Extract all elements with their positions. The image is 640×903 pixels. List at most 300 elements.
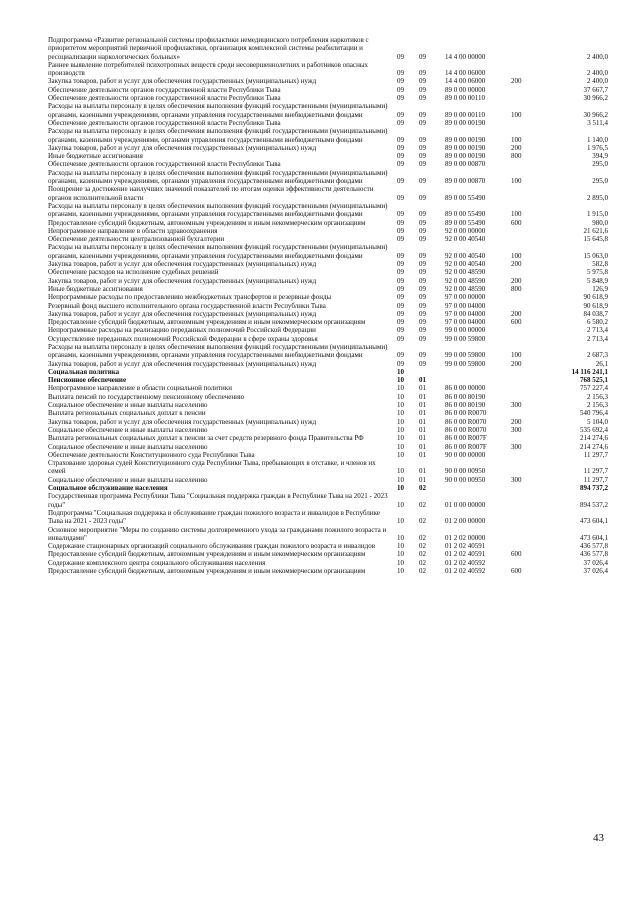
subsection-code: 09: [419, 235, 426, 244]
amount: 15 645,8: [583, 235, 608, 244]
section-code: 09: [397, 152, 404, 161]
row-name: Закупка товаров, работ и услуг для обеспечения государственных (муниципальных) нужд: [48, 77, 317, 86]
subsection-code: 09: [419, 293, 426, 302]
section-code: 10: [397, 567, 404, 575]
subsection-code: 09: [419, 334, 426, 343]
row-name: Выплата региональных социальных доплат к пенсии за счет средств резервного фонда Правительства РФ: [48, 434, 364, 443]
table-row: [48, 268, 608, 276]
target-article-code: 86 0 00 R0070: [445, 417, 487, 426]
target-article-code: 90 0 00 00950: [445, 467, 486, 476]
table-row: [48, 77, 608, 85]
row-name: Предоставление субсидий бюджетным, автономным учреждениям и иным некоммерческим организациям: [48, 318, 366, 327]
subsection-code: 02: [419, 533, 426, 542]
target-article-code: 89 0 00 00000: [445, 85, 486, 94]
section-code: 09: [397, 359, 404, 368]
target-article-code: 89 0 00 00110: [445, 94, 485, 103]
target-article-code: 92 0 00 48590: [445, 284, 486, 293]
expense-type-code: 300: [511, 401, 522, 410]
row-name: Непрограммные расходы по предоставлению межбюджетных трансфертов и резервные фонды: [48, 293, 332, 302]
target-article-code: 01 2 02 00000: [445, 533, 486, 542]
table-row: [48, 542, 608, 550]
amount: 2 713,4: [587, 334, 608, 343]
amount: 535 692,4: [580, 425, 608, 434]
table-row: [48, 326, 608, 334]
amount: 894 537,2: [580, 500, 608, 509]
amount: 394,9: [592, 152, 608, 161]
row-name: Социальное обеспечение и иные выплаты населению: [48, 401, 208, 410]
target-article-code: 90 0 00 00000: [445, 450, 486, 459]
section-code: 10: [397, 558, 404, 567]
row-name: Предоставление субсидий бюджетным, автономным учреждениям и иным некоммерческим организациям: [48, 567, 366, 575]
row-name: Обеспечение деятельности органов государственной власти Республики Тыва: [48, 118, 281, 127]
row-name: Социальное обеспечение и иные выплаты населению: [48, 425, 208, 434]
section-code: 10: [397, 425, 404, 434]
target-article-code: 90 0 00 00950: [445, 475, 486, 484]
row-name: Выплата пенсий по государственному пенсионному обеспечению: [48, 392, 245, 401]
table-row: [48, 160, 608, 168]
table-row: [48, 94, 608, 102]
table-row: [48, 567, 608, 575]
table-row: [48, 235, 608, 243]
amount: 1 976,5: [587, 143, 608, 152]
expense-type-code: 800: [511, 284, 522, 293]
amount: 15 063,0: [583, 251, 608, 260]
subsection-code: 02: [419, 542, 426, 551]
table-row: [48, 484, 608, 492]
target-article-code: 01 2 02 40592: [445, 558, 486, 567]
table-row: [48, 243, 608, 260]
table-row: [48, 526, 608, 543]
subsection-code: 09: [419, 218, 426, 227]
row-name: Предоставление субсидий бюджетным, автономным учреждениям и иным некоммерческим организациям: [48, 550, 366, 559]
target-article-code: 92 0 00 48590: [445, 276, 486, 285]
section-code: 09: [397, 268, 404, 277]
section-code: 10: [397, 533, 404, 542]
target-article-code: 86 0 00 R0070: [445, 409, 487, 418]
subsection-code: 09: [419, 152, 426, 161]
row-name: Расходы на выплаты персоналу в целях обеспечения выполнения функций государственными (муниципальными) органами, казенными учреждениями, органами управления государственными внебюджетными фондами: [48, 102, 388, 119]
target-article-code: 89 0 00 00190: [445, 118, 486, 127]
expense-type-code: 200: [511, 276, 522, 285]
table-row: [48, 401, 608, 409]
section-code: 10: [397, 417, 404, 426]
amount: 5 104,0: [587, 417, 608, 426]
target-article-code: 89 0 00 55490: [445, 218, 486, 227]
expense-type-code: 100: [511, 251, 522, 260]
section-code: 09: [397, 118, 404, 127]
subsection-code: 09: [419, 160, 426, 169]
row-name: Страхование здоровья судей Конституционного суда Республики Тыва, пребывающих в отставке, и членов их семей: [48, 459, 376, 476]
expense-type-code: 100: [511, 110, 522, 119]
target-article-code: 92 0 00 40540: [445, 251, 486, 260]
target-article-code: 99 0 00 00000: [445, 326, 486, 335]
amount: 37 026,4: [583, 558, 608, 567]
table-row: [48, 368, 608, 376]
subsection-code: 09: [419, 351, 426, 360]
expense-type-code: 200: [511, 359, 522, 368]
table-row: [48, 310, 608, 318]
subsection-code: 09: [419, 210, 426, 219]
amount: 436 577,8: [580, 542, 608, 551]
target-article-code: 89 0 00 00190: [445, 143, 486, 152]
row-name: Социальное обслуживание населения: [48, 484, 168, 493]
section-code: 09: [397, 326, 404, 335]
amount: 214 274,6: [580, 442, 608, 451]
target-article-code: 92 0 00 00000: [445, 226, 486, 235]
row-name: Закупка товаров, работ и услуг для обеспечения государственных (муниципальных) нужд: [48, 359, 317, 368]
subsection-code: 01: [419, 409, 426, 418]
table-row: [48, 144, 608, 152]
row-name: Расходы на выплаты персоналу в целях обеспечения выполнения функций государственными (муниципальными) органами, казенными учреждениями, органами управления государственными внебюджетными фондами: [48, 168, 388, 186]
target-article-code: 92 0 00 40540: [445, 260, 486, 269]
table-row: [48, 409, 608, 417]
section-code: 09: [397, 284, 404, 293]
target-article-code: 01 0 00 00000: [445, 500, 486, 509]
amount: 436 577,8: [580, 550, 608, 559]
target-article-code: 92 0 00 48590: [445, 268, 486, 277]
row-name: Содержание стационарных организаций социального обслуживания граждан пожилого возраста и инвалидов: [48, 542, 376, 551]
table-row: [48, 384, 608, 392]
target-article-code: 14 4 00 06000: [445, 77, 486, 86]
section-code: 10: [397, 434, 404, 443]
row-name: Подпрограмма «Развитие региональной системы профилактики немедицинского потребления наркотиков с приоритетом мероприятий первичной профилактики, организация комплексной системы реабилитации и ресоциализации наркологических больных»: [48, 36, 369, 61]
amount: 26,1: [595, 359, 608, 368]
amount: 30 966,2: [583, 94, 608, 103]
table-row: [48, 550, 608, 558]
amount: 5 975,8: [587, 268, 608, 277]
table-row: [48, 418, 608, 426]
amount: 894 737,2: [580, 484, 608, 493]
table-row: [48, 86, 608, 94]
subsection-code: 01: [419, 401, 426, 410]
expense-type-code: 100: [511, 135, 522, 144]
expense-type-code: 300: [511, 425, 522, 434]
section-code: 09: [397, 334, 404, 343]
amount: 540 796,4: [580, 409, 608, 418]
row-name: Закупка товаров, работ и услуг для обеспечения государственных (муниципальных) нужд: [48, 276, 317, 285]
target-article-code: 01 2 02 40591: [445, 542, 486, 551]
row-name: Закупка товаров, работ и услуг для обеспечения государственных (муниципальных) нужд: [48, 143, 317, 152]
subsection-code: 09: [419, 326, 426, 335]
table-row: [48, 127, 608, 144]
row-name: Обеспечение деятельности Конституционного суда Республики Тыва: [48, 450, 255, 459]
amount: 473 604,1: [580, 517, 608, 526]
subsection-code: 02: [419, 558, 426, 567]
expense-type-code: 600: [511, 567, 522, 575]
subsection-code: 01: [419, 376, 426, 385]
row-name: Резервный фонд высшего исполнительного органа государственной власти Республики Тыва: [48, 301, 326, 310]
amount: 473 604,1: [580, 533, 608, 542]
target-article-code: 89 0 00 55490: [445, 210, 486, 219]
table-row: [48, 559, 608, 567]
table-row: [48, 285, 608, 293]
table-row: [48, 185, 608, 202]
subsection-code: 01: [419, 425, 426, 434]
target-article-code: 97 0 00 00000: [445, 293, 486, 302]
table-row: [48, 426, 608, 434]
target-article-code: 86 0 00 00000: [445, 384, 486, 393]
section-code: 10: [397, 467, 404, 476]
subsection-code: 02: [419, 517, 426, 526]
table-row: [48, 343, 608, 360]
row-name: Раннее выявление потребителей психотропных веществ среди несовершеннолетних и работников опасных производств: [48, 60, 369, 78]
row-name: Обеспечение деятельности органов государственной власти Республики Тыва: [48, 85, 281, 94]
row-name: Обеспечение деятельности органов государственной власти Республики Тыва: [48, 94, 281, 103]
amount: 768 525,1: [580, 376, 608, 385]
amount: 90 618,9: [583, 293, 608, 302]
table-row: [48, 393, 608, 401]
section-code: 09: [397, 293, 404, 302]
row-name: Расходы на выплаты персоналу в целях обеспечения выполнения функций государственными (муниципальными) органами, казенными учреждениями, органами управления государственными внебюджетными фондами: [48, 342, 388, 360]
section-code: 09: [397, 143, 404, 152]
row-name: Обеспечение расходов на исполнение судебных решений: [48, 268, 219, 277]
expense-type-code: 200: [511, 77, 522, 86]
section-code: 09: [397, 94, 404, 103]
target-article-code: 89 0 00 00190: [445, 135, 486, 144]
amount: 1 915,0: [587, 210, 608, 219]
section-code: 09: [397, 110, 404, 119]
table-row: [48, 459, 608, 476]
row-name: Поощрение за достижение наилучших значений показателей по итогам оценки эффективности деятельности органов исполнительной власти: [48, 185, 374, 202]
row-name: Закупка товаров, работ и услуг для обеспечения государственных (муниципальных) нужд: [48, 309, 317, 318]
table-row: [48, 443, 608, 451]
section-code: 10: [397, 376, 404, 385]
target-article-code: 86 0 00 80190: [445, 392, 486, 401]
subsection-code: 09: [419, 318, 426, 327]
section-code: 09: [397, 193, 404, 202]
section-code: 09: [397, 260, 404, 269]
target-article-code: 01 2 02 40592: [445, 567, 486, 575]
amount: 90 618,9: [583, 301, 608, 310]
table-row: [48, 293, 608, 301]
amount: 2 400,0: [587, 52, 608, 61]
table-row: [48, 169, 608, 186]
table-row: [48, 451, 608, 459]
subsection-code: 09: [419, 301, 426, 310]
subsection-code: 09: [419, 284, 426, 293]
row-name: Закупка товаров, работ и услуг для обеспечения государственных (муниципальных) нужд: [48, 417, 317, 426]
expense-type-code: 600: [511, 218, 522, 227]
subsection-code: 09: [419, 268, 426, 277]
subsection-code: 09: [419, 110, 426, 119]
row-name: Непрограммные расходы на реализацию переданных полномочий Российской Федерации: [48, 326, 316, 335]
amount: 5 848,9: [587, 276, 608, 285]
row-name: Основное мероприятие "Меры по созданию системы долговременного ухода за гражданами пожилого возраста и инвалидами": [48, 525, 387, 542]
table-row: [48, 492, 608, 509]
subsection-code: 09: [419, 94, 426, 103]
subsection-code: 09: [419, 52, 426, 61]
table-row: [48, 202, 608, 219]
table-row: [48, 36, 608, 61]
table-row: [48, 509, 608, 526]
row-name: Обеспечение деятельности органов государственной власти Республики Тыва: [48, 160, 281, 169]
section-code: 09: [397, 235, 404, 244]
expense-type-code: 200: [511, 143, 522, 152]
amount: 2 400,0: [587, 69, 608, 78]
expense-type-code: 200: [511, 417, 522, 426]
section-code: 10: [397, 401, 404, 410]
amount: 21 621,6: [583, 226, 608, 235]
target-article-code: 89 0 00 00110: [445, 110, 485, 119]
target-article-code: 97 0 00 04000: [445, 301, 486, 310]
subsection-code: 09: [419, 135, 426, 144]
subsection-code: 09: [419, 69, 426, 78]
target-article-code: 97 0 00 04000: [445, 318, 486, 327]
target-article-code: 89 0 00 00870: [445, 177, 486, 186]
section-code: 09: [397, 69, 404, 78]
amount: 11 297,7: [583, 475, 608, 484]
row-name: Иные бюджетные ассигнования: [48, 152, 143, 161]
section-code: 10: [397, 392, 404, 401]
amount: 37 026,4: [583, 567, 608, 575]
subsection-code: 01: [419, 450, 426, 459]
amount: 2 156,3: [587, 392, 608, 401]
row-name: Выплата региональных социальных доплат к пенсии: [48, 409, 206, 418]
amount: 2 687,3: [587, 351, 608, 360]
subsection-code: 09: [419, 77, 426, 86]
target-article-code: 99 0 00 59800: [445, 334, 486, 343]
row-name: Социальное обеспечение и иные выплаты населению: [48, 475, 208, 484]
row-name: Социальная политика: [48, 367, 120, 376]
target-article-code: 14 4 00 00000: [445, 52, 486, 61]
target-article-code: 97 0 00 04000: [445, 309, 486, 318]
subsection-code: 02: [419, 500, 426, 509]
table-row: [48, 476, 608, 484]
table-row: [48, 318, 608, 326]
subsection-code: 01: [419, 475, 426, 484]
section-code: 10: [397, 475, 404, 484]
row-name: Осуществление переданных полномочий Российской Федерации в сфере охраны здоровья: [48, 334, 318, 343]
amount: 11 297,7: [583, 450, 608, 459]
amount: 2 400,0: [587, 77, 608, 86]
amount: 2 156,3: [587, 401, 608, 410]
page-number: 43: [593, 832, 604, 844]
section-code: 10: [397, 550, 404, 559]
section-code: 10: [397, 384, 404, 393]
row-name: Непрограммное направление в области здравоохранения: [48, 226, 218, 235]
expense-type-code: 600: [511, 550, 522, 559]
section-code: 10: [397, 517, 404, 526]
target-article-code: 14 4 00 06000: [445, 69, 486, 78]
section-code: 10: [397, 484, 404, 493]
section-code: 09: [397, 301, 404, 310]
row-name: Государственная программа Республики Тыва "Социальная поддержка граждан в Республике Тыва на 2021 - 2023 годы": [48, 492, 388, 509]
amount: 757 227,4: [580, 384, 608, 393]
subsection-code: 01: [419, 417, 426, 426]
expense-type-code: 100: [511, 210, 522, 219]
row-name: Закупка товаров, работ и услуг для обеспечения государственных (муниципальных) нужд: [48, 260, 317, 269]
expense-type-code: 200: [511, 309, 522, 318]
target-article-code: 92 0 00 40540: [445, 235, 486, 244]
row-name: Пенсионное обеспечение: [48, 376, 127, 385]
row-name: Обеспечение деятельности централизованной бухгалтерии: [48, 235, 225, 244]
section-code: 09: [397, 351, 404, 360]
section-code: 09: [397, 177, 404, 186]
table-row: [48, 152, 608, 160]
target-article-code: 89 0 00 00870: [445, 160, 486, 169]
table-row: [48, 335, 608, 343]
expense-type-code: 100: [511, 177, 522, 186]
target-article-code: 99 0 00 59800: [445, 359, 486, 368]
amount: 84 038,7: [583, 309, 608, 318]
table-row: [48, 277, 608, 285]
subsection-code: 09: [419, 251, 426, 260]
table-row: [48, 376, 608, 384]
expense-type-code: 800: [511, 152, 522, 161]
subsection-code: 01: [419, 392, 426, 401]
subsection-code: 02: [419, 567, 426, 575]
budget-table: [48, 36, 608, 575]
subsection-code: 09: [419, 85, 426, 94]
amount: 582,8: [592, 260, 608, 269]
target-article-code: 86 0 00 R007F: [445, 434, 487, 443]
table-row: [48, 302, 608, 310]
target-article-code: 86 0 00 R0070: [445, 425, 487, 434]
row-name: Расходы на выплаты персоналу в целях обеспечения выполнения функций государственными (муниципальными) органами, казенными учреждениями, органами управления государственными внебюджетными фондами: [48, 201, 388, 219]
section-code: 09: [397, 52, 404, 61]
row-name: Социальное обеспечение и иные выплаты населению: [48, 442, 208, 451]
section-code: 09: [397, 218, 404, 227]
section-code: 09: [397, 160, 404, 169]
target-article-code: 86 0 00 R007F: [445, 442, 487, 451]
section-code: 10: [397, 442, 404, 451]
row-name: Иные бюджетные ассигнования: [48, 284, 143, 293]
table-row: [48, 227, 608, 235]
subsection-code: 09: [419, 177, 426, 186]
row-name: Предоставление субсидий бюджетным, автономным учреждениям и иным некоммерческим организациям: [48, 218, 366, 227]
amount: 11 297,7: [583, 467, 608, 476]
subsection-code: 09: [419, 143, 426, 152]
expense-type-code: 200: [511, 260, 522, 269]
row-name: Подпрограмма "Социальная поддержка и обслуживание граждан пожилого возраста и инвалидов в Республике Тыва на 2021 - 2023 годы": [48, 508, 380, 526]
subsection-code: 01: [419, 467, 426, 476]
expense-type-code: 300: [511, 442, 522, 451]
subsection-code: 01: [419, 434, 426, 443]
table-row: [48, 434, 608, 442]
target-article-code: 99 0 00 59800: [445, 351, 486, 360]
subsection-code: 09: [419, 118, 426, 127]
subsection-code: 01: [419, 442, 426, 451]
amount: 2 895,0: [587, 193, 608, 202]
expense-type-code: 100: [511, 351, 522, 360]
subsection-code: 01: [419, 384, 426, 393]
row-name: Непрограммное направление в области социальной политики: [48, 384, 232, 393]
section-code: 10: [397, 367, 404, 376]
table-row: [48, 219, 608, 227]
subsection-code: 09: [419, 193, 426, 202]
table-row: [48, 260, 608, 268]
subsection-code: 09: [419, 226, 426, 235]
subsection-code: 02: [419, 550, 426, 559]
section-code: 09: [397, 309, 404, 318]
section-code: 09: [397, 318, 404, 327]
amount: 1 140,0: [587, 135, 608, 144]
section-code: 09: [397, 77, 404, 86]
amount: 37 667,7: [583, 85, 608, 94]
section-code: 10: [397, 450, 404, 459]
target-article-code: 89 0 00 55490: [445, 193, 486, 202]
table-row: [48, 102, 608, 119]
amount: 30 966,2: [583, 110, 608, 119]
amount: 295,0: [592, 177, 608, 186]
subsection-code: 09: [419, 359, 426, 368]
section-code: 09: [397, 210, 404, 219]
row-name: Содержание комплексного центра социального обслуживания населения: [48, 558, 266, 567]
target-article-code: 86 0 00 80190: [445, 401, 486, 410]
target-article-code: 89 0 00 00190: [445, 152, 486, 161]
amount: 3 511,4: [587, 118, 608, 127]
section-code: 09: [397, 251, 404, 260]
